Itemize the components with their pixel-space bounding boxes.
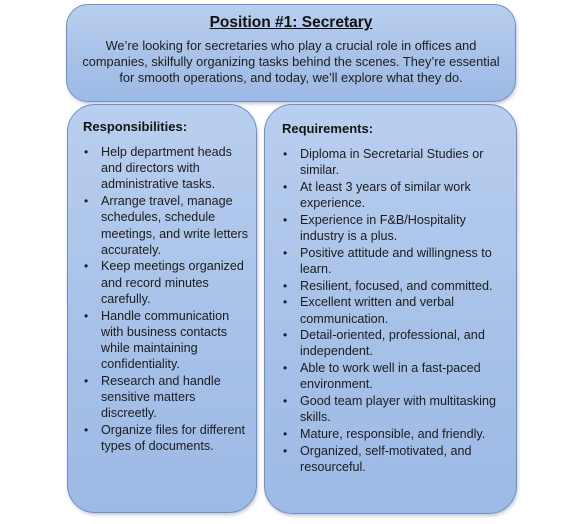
bullet-dot-icon: • — [283, 295, 288, 310]
list-item-text: Handle communication with business contacts while maintaining confidentiality. — [101, 308, 230, 372]
list-item-text: At least 3 years of similar work experience. — [300, 179, 471, 211]
bullet-dot-icon: • — [283, 212, 288, 227]
bullet-dot-icon: • — [283, 394, 288, 409]
header-panel — [66, 4, 516, 102]
list-item — [281, 146, 513, 178]
list-item-text: Organized, self-motivated, and resourceful. — [300, 443, 472, 474]
list-item — [281, 278, 513, 294]
list-item-text: Excellent written and verbal communication. — [300, 295, 455, 326]
list-item-text: Detail-oriented, professional, and independent. — [300, 328, 485, 359]
bullet-dot-icon: • — [283, 147, 288, 161]
list-item-text: Able to work well in a fast-paced environment. — [300, 361, 481, 392]
list-item-text: Resilient, focused, and committed. — [300, 278, 493, 293]
bullet-dot-icon: • — [84, 373, 89, 388]
list-item-text: Diploma in Secretarial Studies or similar. — [300, 147, 484, 178]
list-item — [281, 443, 513, 475]
list-item-text: Help department heads and directors with administrative tasks. — [101, 145, 232, 192]
list-item — [82, 144, 250, 193]
list-item — [281, 294, 513, 326]
bullet-dot-icon: • — [283, 278, 288, 293]
requirements-panel — [264, 104, 517, 514]
bullet-dot-icon: • — [283, 426, 288, 441]
list-item-text: Good team player with multitasking skills. — [300, 394, 496, 425]
bullet-dot-icon: • — [84, 422, 89, 437]
requirements-title: Requirements: — [282, 121, 374, 136]
list-item-text: Keep meetings organized and record minutes carefully. — [101, 259, 244, 306]
list-item-text: Research and handle sensitive matters discreetly. — [101, 373, 221, 421]
list-item-text: Organize files for different types of documents. — [101, 422, 245, 454]
list-item — [82, 193, 250, 258]
list-item-text: Experience in F&B/Hospitality industry is a plus. — [300, 212, 466, 244]
list-item — [281, 360, 513, 392]
responsibilities-title: Responsibilities: — [83, 119, 188, 134]
list-item-text: Arrange travel, manage schedules, schedule meetings, and write letters accurately. — [101, 194, 248, 257]
bullet-dot-icon: • — [283, 443, 288, 458]
bullet-dot-icon: • — [283, 361, 288, 376]
list-item — [281, 393, 513, 425]
bullet-dot-icon: • — [283, 179, 288, 194]
list-item — [82, 308, 250, 373]
bullet-dot-icon: • — [283, 328, 288, 343]
bullet-dot-icon: • — [283, 245, 288, 260]
list-item-text: Mature, responsible, and friendly. — [300, 426, 486, 441]
list-item — [281, 245, 513, 277]
bullet-dot-icon: • — [84, 194, 89, 209]
list-item-text: Positive attitude and willingness to learn. — [300, 245, 492, 276]
list-item — [82, 258, 250, 307]
list-item — [281, 212, 513, 244]
list-item — [281, 426, 513, 442]
page-title: Position #1: Secretary — [209, 14, 373, 31]
responsibilities-list — [82, 144, 250, 455]
intro-text: We’re looking for secretaries who play a crucial role in offices and companies, skilfully organizing tasks behind the scenes. They’re essential for smooth operations, and today, we’ll explore what they do. — [82, 38, 500, 85]
bullet-dot-icon: • — [84, 259, 89, 274]
list-item — [82, 422, 250, 454]
list-item — [281, 179, 513, 211]
list-item — [281, 327, 513, 359]
requirements-list — [281, 146, 513, 476]
bullet-dot-icon: • — [84, 145, 89, 159]
list-item — [82, 373, 250, 422]
bullet-dot-icon: • — [84, 308, 89, 323]
responsibilities-panel — [67, 104, 257, 513]
